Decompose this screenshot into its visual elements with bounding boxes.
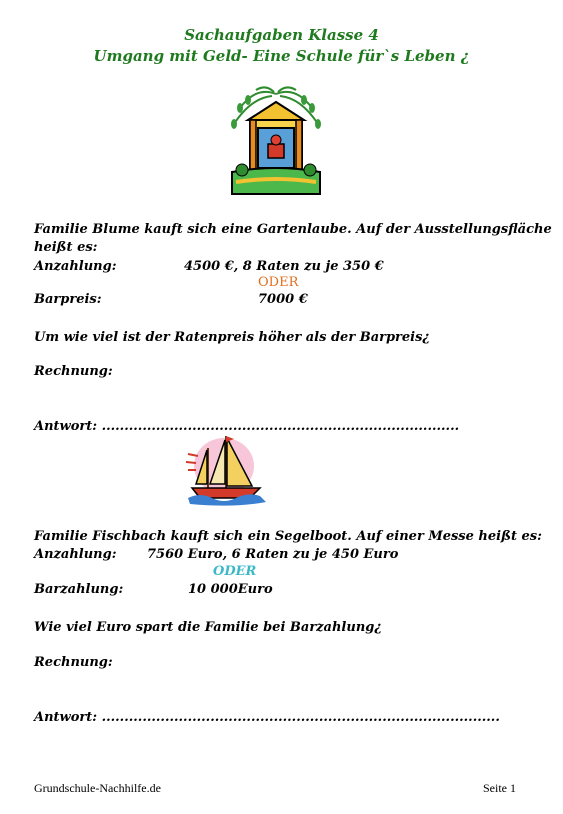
task1-barpreis-label: Barpreis: — [34, 292, 102, 307]
task2-oder: ODER — [213, 564, 257, 579]
task1-anzahlung-value: 4500 €, 8 Raten zu je 350 € — [184, 259, 384, 274]
sailboat-illustration — [186, 432, 272, 508]
garden-house-illustration — [226, 86, 326, 200]
task1-barpreis-value: 7000 € — [258, 292, 308, 307]
task1-intro-line1: Familie Blume kauft sich eine Gartenlaube. Auf der Ausstellungsfläche — [34, 222, 552, 237]
task2-rechnung-label: Rechnung: — [34, 655, 113, 670]
task1-question: Um wie viel ist der Ratenpreis höher als der Barpreis¿ — [34, 330, 431, 345]
task1-anzahlung-label: Anzahlung: — [34, 259, 117, 274]
page-subtitle: Umgang mit Geld- Eine Schule für`s Leben ¿ — [93, 47, 470, 65]
task2-anzahlung-label: Anzahlung: — [34, 547, 117, 562]
task1-intro-line2: heißt es: — [34, 240, 98, 255]
task1-oder: ODER — [258, 275, 299, 290]
page-title: Sachaufgaben Klasse 4 — [184, 26, 379, 44]
task2-barzahlung-value: 10 000Euro — [188, 582, 273, 597]
task2-question: Wie viel Euro spart die Familie bei Barzahlung¿ — [34, 620, 382, 635]
task2-barzahlung-label: Barzahlung: — [34, 582, 124, 597]
task1-antwort: Antwort: ............................................................................... — [34, 419, 460, 434]
task1-rechnung-label: Rechnung: — [34, 364, 113, 379]
footer-page-number: Seite 1 — [483, 781, 516, 795]
footer-site: Grundschule-Nachhilfe.de — [34, 781, 161, 795]
task2-intro: Familie Fischbach kauft sich ein Segelboot. Auf einer Messe heißt es: — [34, 529, 542, 544]
task2-anzahlung-value: 7560 Euro, 6 Raten zu je 450 Euro — [147, 547, 399, 562]
task2-antwort: Antwort: ........................................................................................ — [34, 710, 500, 725]
